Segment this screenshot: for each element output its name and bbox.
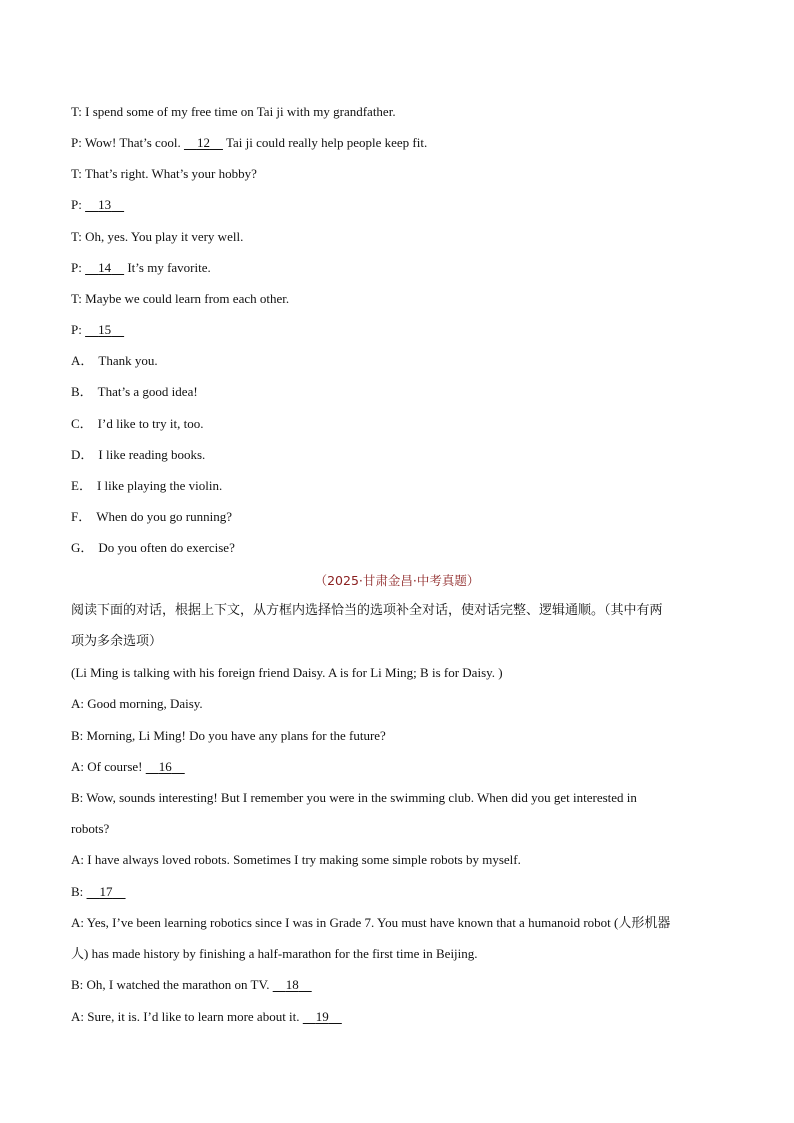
dialog-line <box>71 291 289 307</box>
dialog-line <box>71 1009 342 1025</box>
blank-number: 18 <box>285 977 299 992</box>
option-g <box>71 540 235 556</box>
answer-blank-13[interactable] <box>85 197 124 213</box>
dialog-line <box>71 104 396 120</box>
dialog-text: robots? <box>71 821 110 836</box>
answer-blank-14[interactable] <box>85 260 124 276</box>
dialog-line <box>71 728 386 744</box>
dialog-text: P: Wow! That’s cool. <box>71 135 184 150</box>
option-text: I’d like to try it, too. <box>97 416 204 431</box>
answer-blank-18[interactable] <box>273 977 312 993</box>
dialog-text: A: Of course! <box>71 759 146 774</box>
dialog-line <box>71 696 203 712</box>
dialog-line <box>71 260 211 276</box>
option-text: That’s a good idea! <box>97 384 198 399</box>
blank-number: 17 <box>99 884 113 899</box>
dialog-text: B: Morning, Li Ming! Do you have any plans for the future? <box>71 728 386 743</box>
dialog-line <box>71 135 427 151</box>
dialog-text: It’s my favorite. <box>124 260 211 275</box>
option-f <box>71 509 232 525</box>
dialog-text: P: <box>71 197 86 212</box>
dialog-text: T: Oh, yes. You play it very well. <box>71 229 244 244</box>
option-letter: C． <box>71 416 93 431</box>
answer-blank-16[interactable] <box>146 759 185 775</box>
section-title: （2025·甘肃金昌·中考真题） <box>314 573 480 588</box>
blank-number: 12 <box>196 135 210 150</box>
dialog-line <box>71 977 312 993</box>
dialog-line <box>71 884 126 900</box>
dialog-text: B: Wow, sounds interesting! But I remember you were in the swimming club. When did you get interested in <box>71 790 637 805</box>
dialog-line <box>71 759 185 775</box>
blank-number: 14 <box>98 260 112 275</box>
option-text: Thank you. <box>98 353 158 368</box>
option-text: I like reading books. <box>98 447 206 462</box>
option-a <box>71 353 158 369</box>
option-text: I like playing the violin. <box>96 478 223 493</box>
option-text: Do you often do exercise? <box>98 540 235 555</box>
dialog-line <box>71 852 521 868</box>
dialog-text: P: <box>71 260 86 275</box>
dialog-text: B: <box>71 884 87 899</box>
dialog-text: A: Yes, I’ve been learning robotics since I was in Grade 7. You must have known that a humanoid robot (人形机器 <box>71 915 671 930</box>
option-d <box>71 447 205 463</box>
answer-blank-15[interactable] <box>85 322 124 338</box>
answer-blank-12[interactable] <box>184 135 223 151</box>
dialog-text: T: Maybe we could learn from each other. <box>71 291 290 306</box>
option-letter: E． <box>71 478 92 493</box>
dialog-line <box>71 821 109 837</box>
option-letter: G． <box>71 540 94 555</box>
dialog-text: Tai ji could really help people keep fit. <box>222 135 428 150</box>
dialog-line <box>71 197 124 213</box>
instructions: 阅读下面的对话，根据上下文，从方框内选择恰当的选项补全对话，使对话完整、逻辑通顺。（其中有两 <box>71 603 663 618</box>
dialog-text: A: Good morning, Daisy. <box>71 696 203 711</box>
option-b <box>71 384 198 400</box>
dialog-text: T: I spend some of my free time on Tai ji with my grandfather. <box>71 104 396 119</box>
option-letter: A． <box>71 353 94 368</box>
blank-number: 15 <box>98 322 112 337</box>
dialog-text: A: I have always loved robots. Sometimes I try making some simple robots by myself. <box>71 852 521 867</box>
answer-blank-19[interactable] <box>303 1009 342 1025</box>
dialog-intro: (Li Ming is talking with his foreign friend Daisy. A is for Li Ming; B is for Daisy. ) <box>71 665 503 680</box>
instructions-continued: 项为多余选项） <box>71 634 163 649</box>
dialog-text: P: <box>71 322 86 337</box>
option-letter: F． <box>71 509 92 524</box>
option-letter: B． <box>71 384 93 399</box>
dialog-line <box>71 229 243 245</box>
dialog-line <box>71 322 124 338</box>
blank-number: 19 <box>315 1009 329 1024</box>
blank-number: 13 <box>98 197 112 212</box>
option-letter: D． <box>71 447 94 462</box>
dialog-line <box>71 915 670 931</box>
dialog-line <box>71 166 257 182</box>
dialog-text: B: Oh, I watched the marathon on TV. <box>71 977 273 992</box>
option-e <box>71 478 222 494</box>
dialog-line <box>71 790 637 806</box>
dialog-text: A: Sure, it is. I’d like to learn more about it. <box>71 1009 303 1024</box>
option-c <box>71 416 203 432</box>
option-text: When do you go running? <box>96 509 232 524</box>
blank-number: 16 <box>158 759 172 774</box>
answer-blank-17[interactable] <box>87 884 126 900</box>
dialog-text: T: That’s right. What’s your hobby? <box>71 166 257 181</box>
dialog-text: 人) has made history by finishing a half-marathon for the first time in Beijing. <box>71 946 478 961</box>
dialog-line <box>71 946 478 962</box>
